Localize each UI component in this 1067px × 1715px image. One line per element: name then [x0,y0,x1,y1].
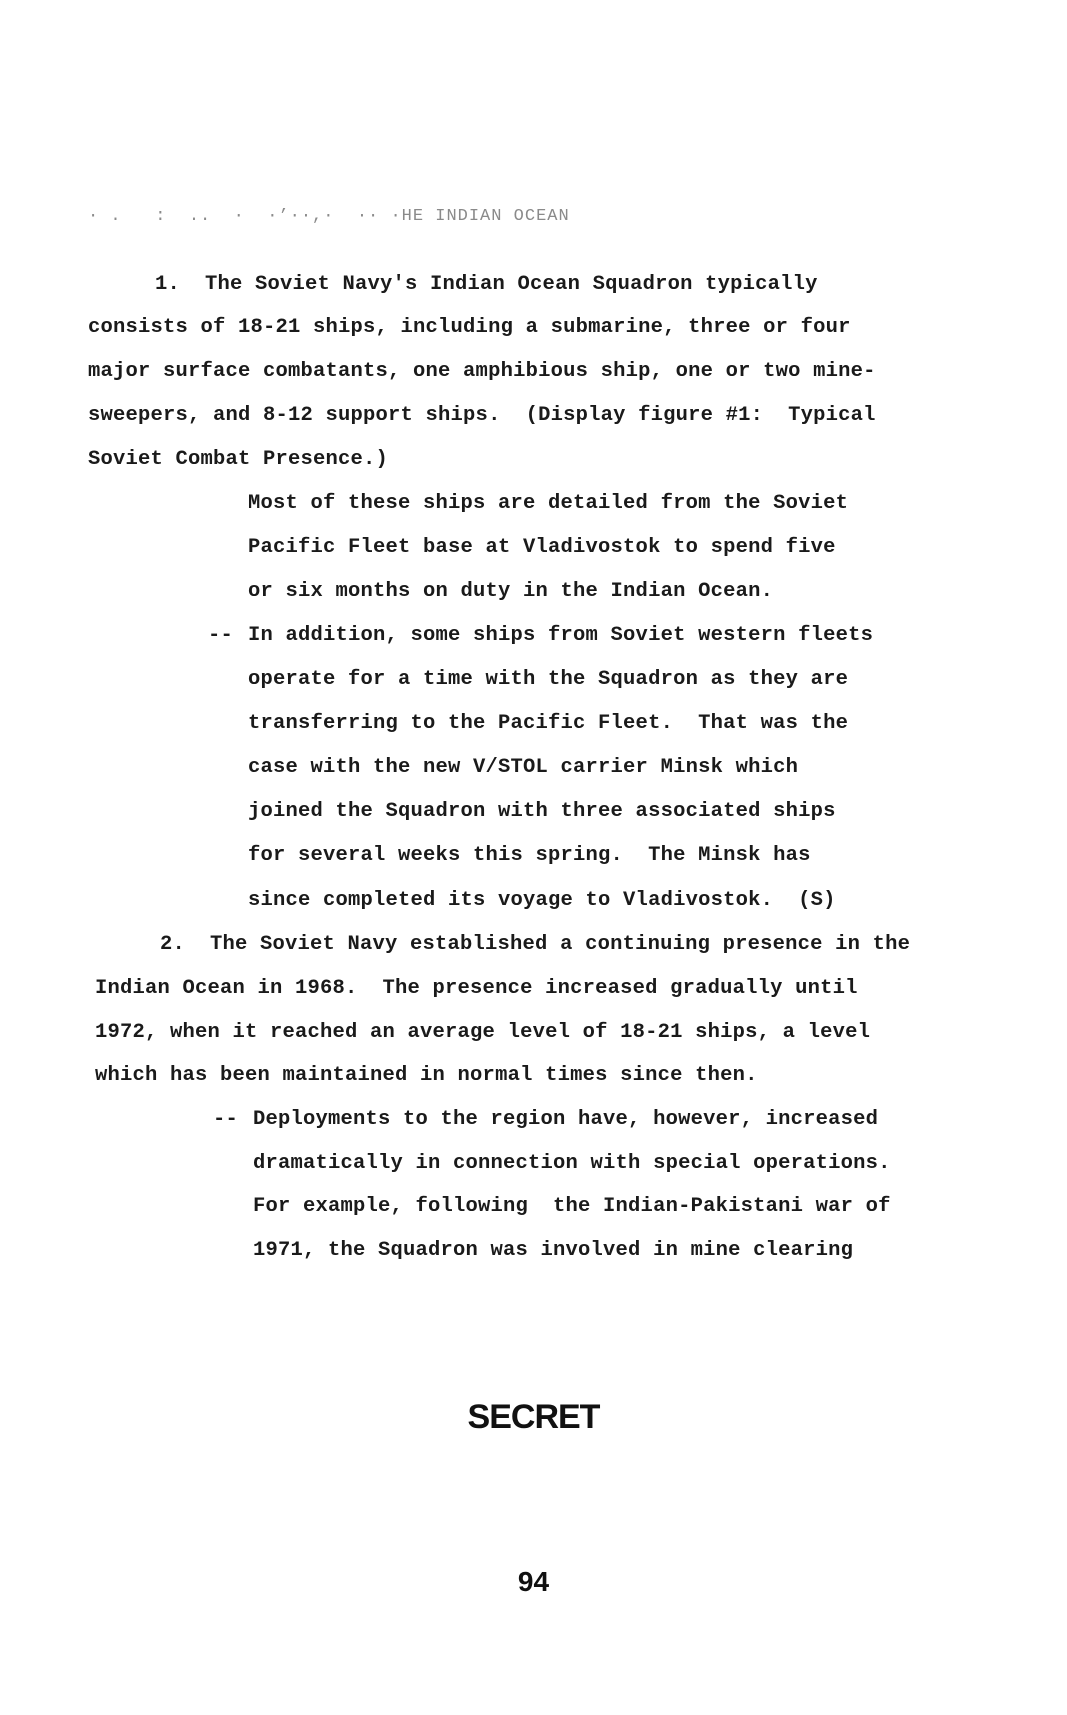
sub2-line: since completed its voyage to Vladivostok. (S) [248,889,836,912]
classification-marking: SECRET [467,1398,600,1436]
page-number: 94 [517,1566,550,1597]
para2-line: 2. The Soviet Navy established a continuing presence in the [160,933,911,956]
sub1-line: Most of these ships are detailed from the Soviet [248,492,849,515]
sub2-line: for several weeks this spring. The Minsk has [248,844,811,867]
bullet-dash: -- [208,624,234,647]
para2-sub-line: 1971, the Squadron was involved in mine clearing [253,1239,854,1262]
para1-line: 1. The Soviet Navy's Indian Ocean Squadron typically [155,273,818,296]
para2-line: 1972, when it reached an average level of 18-21 ships, a level [95,1021,871,1044]
para2-line: Indian Ocean in 1968. The presence increased gradually until [95,977,858,1000]
para2-line: which has been maintained in normal times since then. [95,1064,758,1087]
para1-line: consists of 18-21 ships, including a submarine, three or four [88,316,851,339]
para1-line: major surface combatants, one amphibious ship, one or two mine- [88,360,876,383]
para2-sub-line: dramatically in connection with special operations. [253,1152,891,1175]
section-heading: · . : .. · ·’··,· ·· ·HE INDIAN OCEAN [88,207,570,226]
sub2-line: operate for a time with the Squadron as they are [248,668,849,691]
para2-sub-line: For example, following the Indian-Pakistani war of [253,1195,891,1218]
sub1-line: or six months on duty in the Indian Ocean. [248,580,774,603]
sub2-line: joined the Squadron with three associated ships [248,800,836,823]
bullet-dash: -- [213,1108,239,1131]
sub2-line: transferring to the Pacific Fleet. That was the [248,712,849,735]
para1-line: Soviet Combat Presence.) [88,448,389,471]
para2-sub-line: Deployments to the region have, however, increased [253,1108,879,1131]
sub1-line: Pacific Fleet base at Vladivostok to spend five [248,536,836,559]
sub2-line: In addition, some ships from Soviet western fleets [248,624,874,647]
para1-line: sweepers, and 8-12 support ships. (Display figure #1: Typical [88,404,876,427]
sub2-line: case with the new V/STOL carrier Minsk which [248,756,799,779]
